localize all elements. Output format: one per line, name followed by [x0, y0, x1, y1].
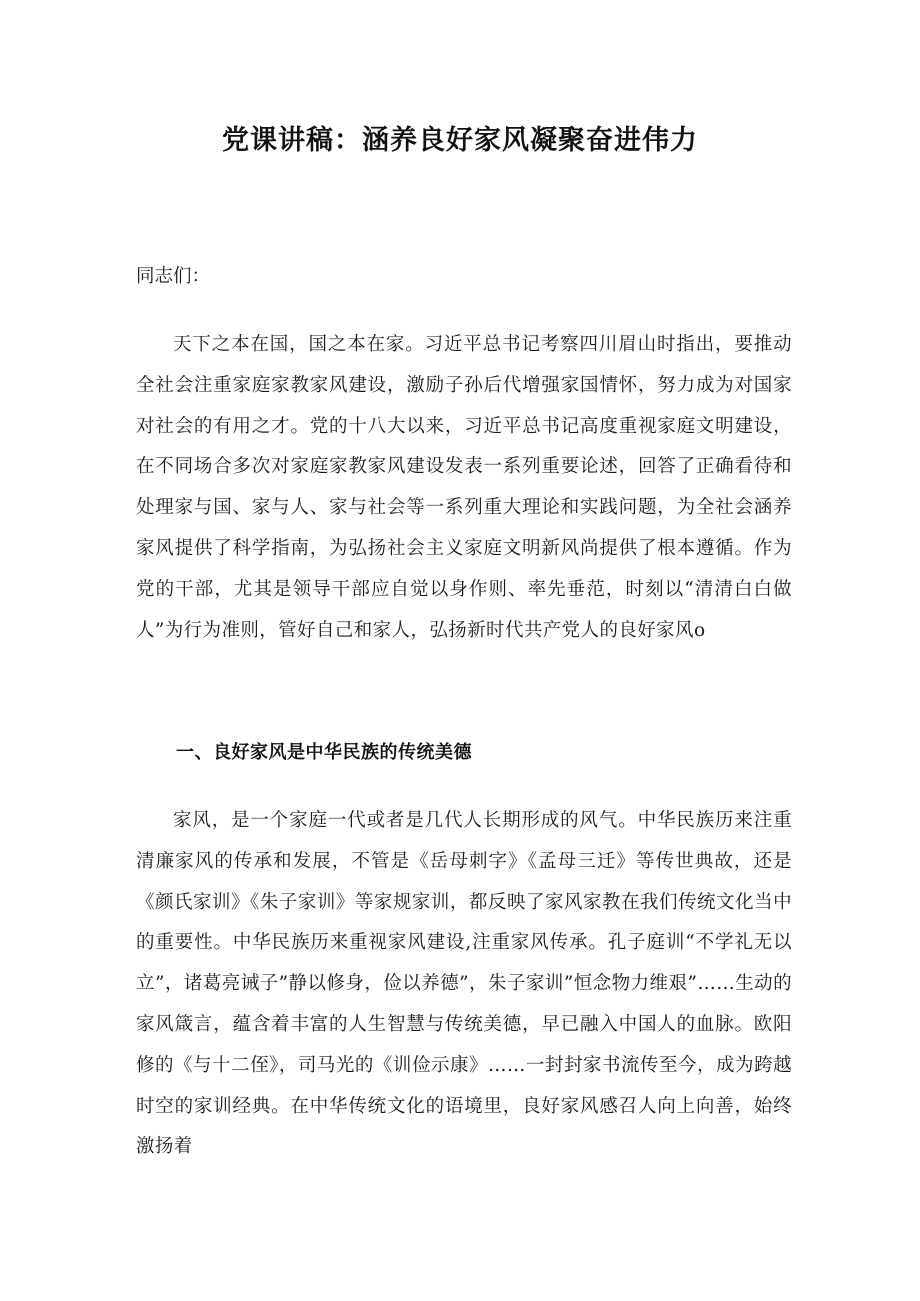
section-heading: 一、良好家风是中华民族的传统美德 — [176, 742, 472, 763]
paragraph-section-one: 家风，是一个家庭一代或者是几代人长期形成的风气。中华民族历来注重清廉家风的传承和发展，不管是《岳母刺字》《孟母三迁》等传世典故，还是《颜氏家训》《朱子家训》等家规家训，都反映了家风家教在我们传统文化当中的重要性。中华民族历来重视家风建设,注重家风传承。孔子庭训“不学礼无以立”，诸葛亮诫子”静以修身，俭以养德”，朱子家训”恒念物力维艰”……生动的家风箴言，蕴含着丰富的人生智慧与传统美德，早已融入中国人的血脉。欧阳修的《与十二侄》，司马光的《训俭示康》……一封封家书流传至今，成为跨越时空的家训经典。在中华传统文化的语境里，良好家风感召人向上向善，始终激扬着 — [136, 810, 792, 1158]
salutation: 同志们： — [136, 266, 211, 287]
paragraph-intro: 天下之本在国，国之本在家。习近平总书记考察四川眉山时指出，要推动全社会注重家庭家教家风建设，激励子孙后代增强家国情怀，努力成为对国家对社会的有用之才。党的十八大以来，习近平总书记高度重视家庭文明建设，在不同场合多次对家庭家教家风建设发表一系列重要论述，回答了正确看待和处理家与国、家与人、家与社会等一系列重大理论和实践问题，为全社会涵养家风提供了科学指南，为弘扬社会主义家庭文明新风尚提供了根本遵循。作为党的干部，尤其是领导干部应自觉以身作则、率先垂范，时刻以“清清白白做人”为行为准则，管好自己和家人，弘扬新时代共产党人的良好家风o — [136, 334, 792, 641]
document-title: 党课讲稿：涵养良好家风凝聚奋进伟力 — [222, 125, 698, 156]
